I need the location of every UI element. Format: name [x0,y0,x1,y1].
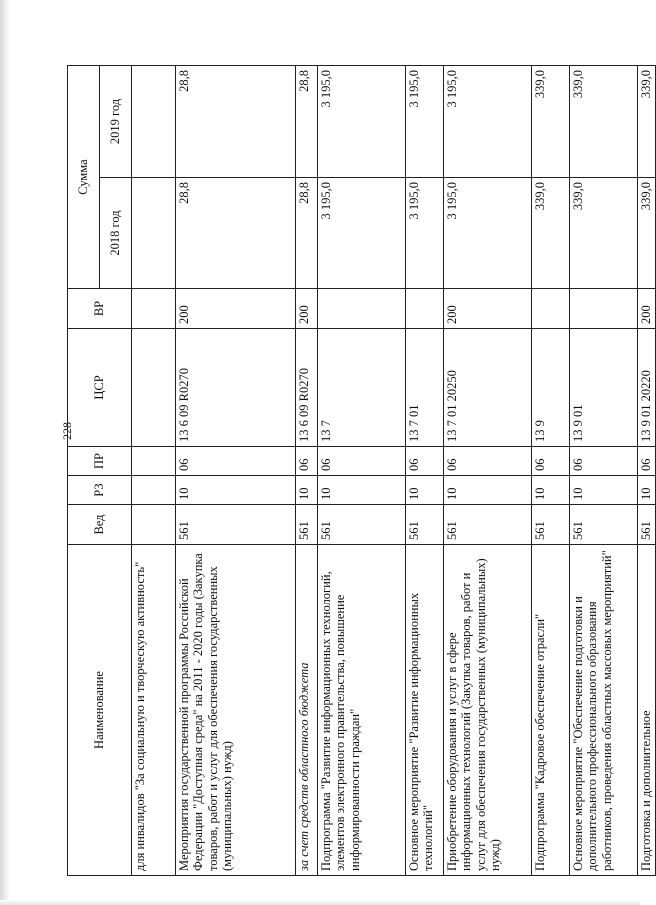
cell-rz [132,476,176,505]
cell-ved: 561 [638,505,656,545]
cell-rz: 10 [318,476,406,505]
cell-csr: 13 7 [318,329,406,447]
cell-ved: 561 [406,505,444,545]
cell-s2019: 339,0 [570,66,638,178]
table-row [132,66,176,876]
cell-vr: 200 [176,289,296,329]
cell-s2019: 28,8 [296,66,318,178]
table-row [406,66,444,876]
cell-pr: 06 [406,447,444,476]
cell-s2018: 28,8 [296,178,318,289]
cell-s2019: 3 195,0 [318,66,406,178]
cell-ved: 561 [444,505,532,545]
cell-name: Подпрограмма "Развитие информационных технологий, элементов электронного правительства, повышение информированности граждан" [318,545,406,876]
cell-name: для инвалидов "За социальную и творческую активность" [132,545,176,876]
table-row [532,66,570,876]
cell-name: Основное мероприятие "Обеспечение подготовки и дополнительного профессионального образования работников, проведения областных массовых мероприятий" [570,545,638,876]
cell-ved [132,505,176,545]
cell-csr: 13 9 01 20220 [638,329,656,447]
header-pr: ПР [68,447,132,476]
header-sum: Сумма [68,66,100,289]
table-row [570,66,638,876]
cell-s2019 [132,66,176,178]
header-csr: ЦСР [68,329,132,447]
cell-pr: 06 [318,447,406,476]
cell-name: Мероприятия государственной программы Российской Федерации "Доступная среда" на 2011 - 2020 годы (Закупка товаров, работ и услуг для обеспечения государственных (муниципальных) нужд) [176,545,296,876]
cell-ved: 561 [318,505,406,545]
cell-vr: 200 [444,289,532,329]
cell-name: Подготовка и дополнительное [638,545,656,876]
cell-s2018 [132,178,176,289]
cell-rz: 10 [444,476,532,505]
cell-ved: 561 [296,505,318,545]
scan-bottom-edge [0,900,640,905]
cell-ved: 561 [532,505,570,545]
cell-rz: 10 [532,476,570,505]
cell-csr: 13 7 01 [406,329,444,447]
table-row [444,66,532,876]
cell-csr: 13 9 01 [570,329,638,447]
cell-name: Приобретение оборудования и услуг в сфере информационных технологий (Закупка товаров, работ и услуг для обеспечения государственных (муниципальных) нужд) [444,545,532,876]
cell-vr: 200 [296,289,318,329]
cell-pr: 06 [444,447,532,476]
cell-s2018: 3 195,0 [444,178,532,289]
cell-s2019: 339,0 [638,66,656,178]
table-row [296,66,318,876]
header-rz: РЗ [68,476,132,505]
cell-name: Подпрограмма "Кадровое обеспечение отрасли" [532,545,570,876]
cell-ved: 561 [176,505,296,545]
cell-s2018: 339,0 [570,178,638,289]
cell-vr [570,289,638,329]
cell-name: за счет средств областного бюджета [296,545,318,876]
cell-rz: 10 [638,476,656,505]
cell-csr: 13 6 09 R0270 [176,329,296,447]
cell-s2019: 3 195,0 [444,66,532,178]
rotated-page-content [67,66,653,876]
table-body [132,66,656,876]
cell-s2018: 3 195,0 [406,178,444,289]
cell-pr: 06 [532,447,570,476]
cell-name: Основное мероприятие "Развитие информационных технологий" [406,545,444,876]
cell-s2019: 339,0 [532,66,570,178]
header-2019: 2019 год [100,66,132,178]
cell-csr: 13 7 01 20250 [444,329,532,447]
scan-edge-shadow [0,0,10,905]
table-row [176,66,296,876]
table-header-row-1 [68,66,100,876]
page-number: 228 [60,422,74,440]
cell-vr [406,289,444,329]
cell-ved: 561 [570,505,638,545]
cell-vr: 200 [638,289,656,329]
cell-csr: 13 9 [532,329,570,447]
cell-pr: 06 [638,447,656,476]
cell-csr: 13 6 09 R0270 [296,329,318,447]
cell-vr [318,289,406,329]
table-row [318,66,406,876]
cell-pr [132,447,176,476]
header-2018: 2018 год [100,178,132,289]
cell-pr: 06 [570,447,638,476]
header-vr: ВР [68,289,132,329]
cell-pr: 06 [296,447,318,476]
budget-table [67,65,656,876]
cell-s2018: 3 195,0 [318,178,406,289]
cell-s2019: 28,8 [176,66,296,178]
cell-rz: 10 [296,476,318,505]
cell-s2018: 339,0 [532,178,570,289]
cell-pr: 06 [176,447,296,476]
cell-s2018: 339,0 [638,178,656,289]
cell-s2019: 3 195,0 [406,66,444,178]
cell-vr [132,289,176,329]
header-name: Наименование [68,545,132,876]
cell-rz: 10 [176,476,296,505]
header-ved: Вед [68,505,132,545]
cell-rz: 10 [570,476,638,505]
cell-rz: 10 [406,476,444,505]
table-row [638,66,656,876]
cell-csr [132,329,176,447]
cell-s2018: 28,8 [176,178,296,289]
cell-vr [532,289,570,329]
